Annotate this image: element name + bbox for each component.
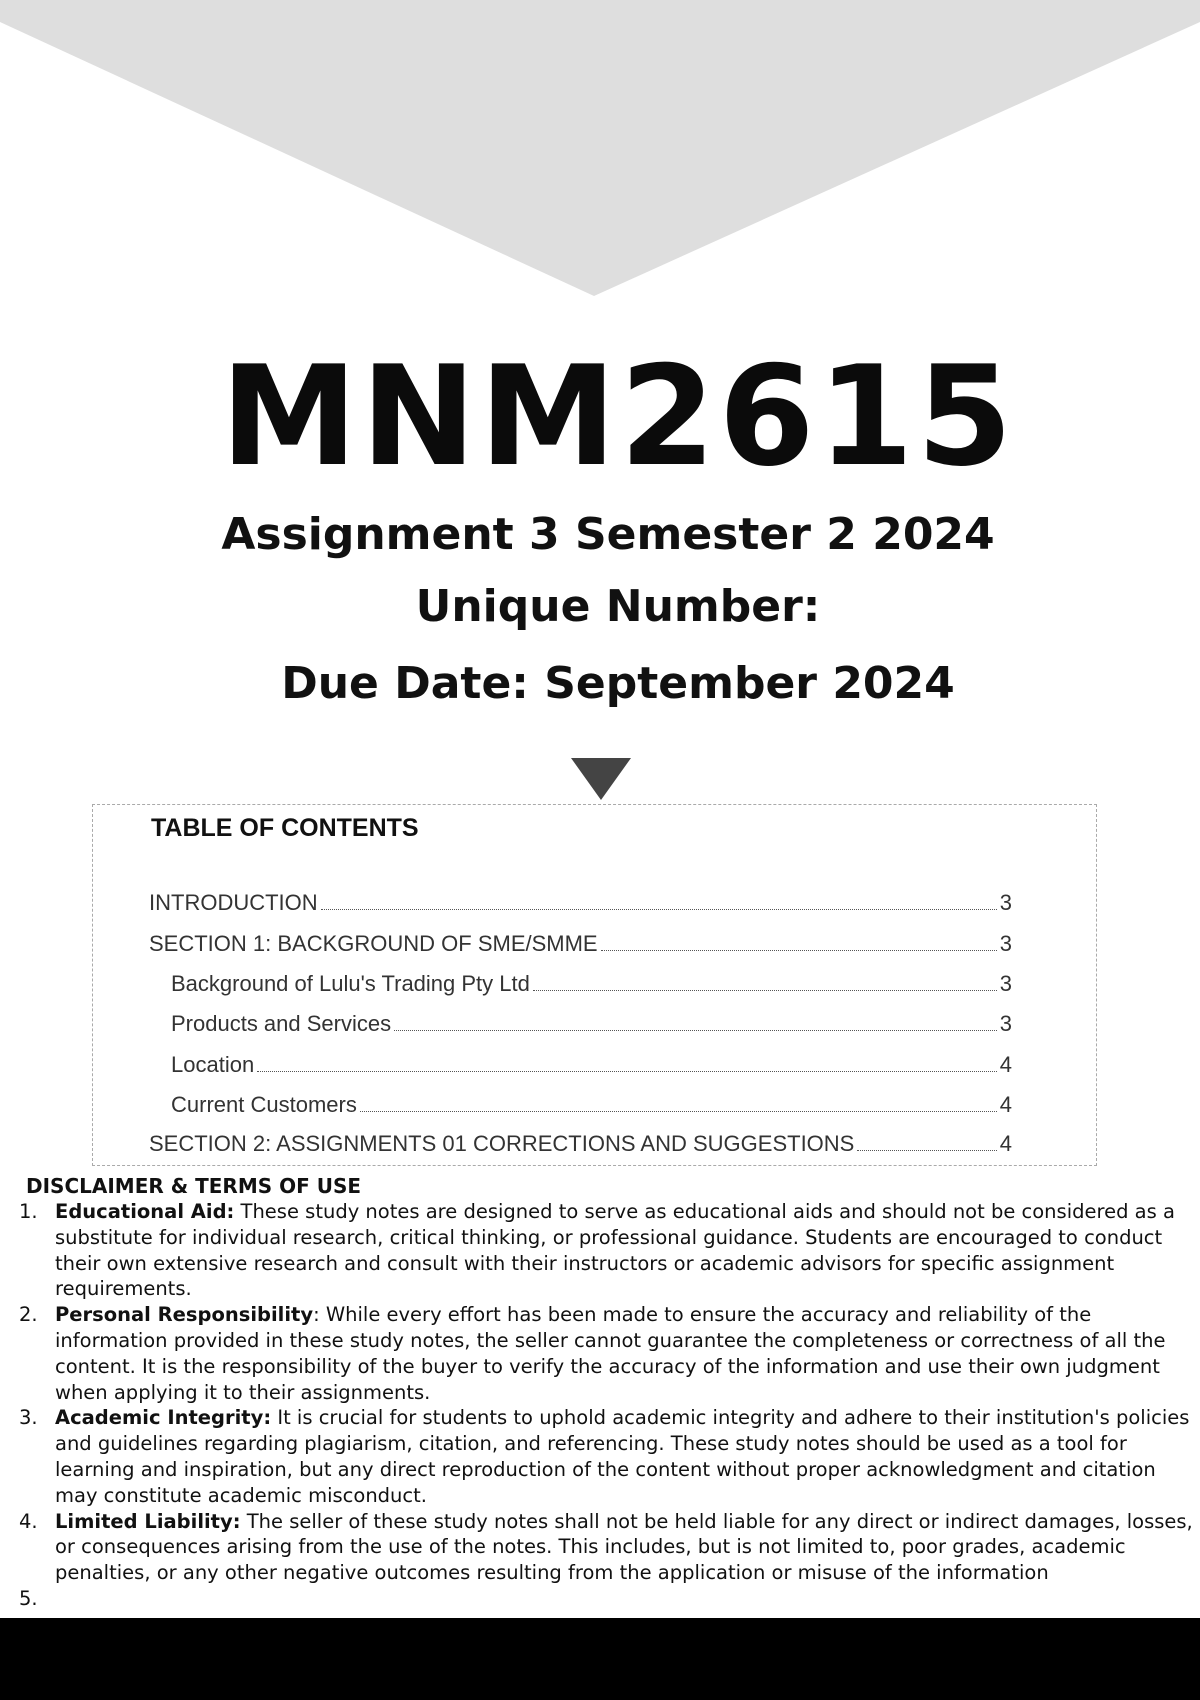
toc-entry[interactable] [149, 929, 1012, 959]
toc-dot-leader [360, 1111, 997, 1112]
item-text: These study notes are designed to serve as educational aids and should not be considered as a substitute for individual research, critical thinking, or professional guidance. Students are encouraged to conduct their own extensive research and consult with their instructors or academic advisors for specific assignment requirements. [55, 1200, 1175, 1301]
due-date-line: Due Date: September 2024 [281, 658, 955, 709]
toc-entry[interactable] [171, 969, 1012, 999]
toc-entry-title: Current Customers [171, 1092, 357, 1117]
item-number: 5. [19, 1586, 38, 1610]
header-chevron [0, 0, 1200, 300]
item-number: 2. [19, 1303, 38, 1327]
item-number: 1. [19, 1200, 38, 1223]
toc-dot-leader [857, 1150, 996, 1151]
assignment-line: Assignment 3 Semester 2 2024 [221, 509, 995, 560]
toc-heading: TABLE OF CONTENTS [151, 814, 419, 842]
disclaimer-heading: DISCLAIMER & TERMS OF USE [26, 1174, 362, 1198]
toc-entry-title: SECTION 2: ASSIGNMENTS 01 CORRECTIONS AND SUGGESTIONS [149, 1131, 855, 1156]
toc-entry[interactable] [149, 1129, 1012, 1159]
disclaimer-item [14, 1302, 1194, 1405]
disclaimer-item [14, 1199, 1194, 1302]
toc-entry-page: 4 [999, 1052, 1012, 1077]
toc-dot-leader [533, 990, 997, 991]
toc-entry-page: 3 [999, 890, 1012, 915]
triangle-down-icon [571, 758, 631, 800]
item-number: 3. [19, 1406, 38, 1430]
item-term: Limited Liability: [55, 1509, 241, 1533]
toc-entry-title: Location [171, 1052, 255, 1077]
toc-entry[interactable] [149, 888, 1012, 918]
item-term: Educational Aid: [55, 1200, 235, 1223]
toc-dot-leader [394, 1030, 997, 1031]
toc-entry[interactable] [171, 1090, 1012, 1120]
item-term: Personal Responsibility [55, 1303, 314, 1327]
toc-dot-leader [257, 1071, 997, 1072]
toc-entry-title: Background of Lulu's Trading Pty Ltd [171, 971, 530, 996]
course-code: MNM2615 [220, 336, 1016, 497]
item-number: 4. [19, 1509, 38, 1533]
toc-entry[interactable] [171, 1009, 1012, 1039]
toc-dot-leader [321, 909, 997, 910]
disclaimer-item [14, 1405, 1194, 1508]
disclaimer-list [14, 1199, 1194, 1610]
toc-entry-title: Products and Services [171, 1011, 392, 1036]
toc-entry-page: 4 [999, 1131, 1012, 1156]
toc-entry[interactable] [171, 1050, 1012, 1080]
unique-number-line: Unique Number: [415, 581, 821, 632]
toc-entry-title: INTRODUCTION [149, 890, 318, 915]
toc-entry-page: 3 [999, 1011, 1012, 1036]
toc-entry-page: 4 [999, 1092, 1012, 1117]
toc-entry-page: 3 [999, 931, 1012, 956]
toc-entry-title: SECTION 1: BACKGROUND OF SME/SMME [149, 931, 598, 956]
toc-dot-leader [601, 950, 997, 951]
item-text: It is crucial for students to uphold academic integrity and adhere to their institution's policies and guidelines regarding plagiarism, citation, and referencing. These study notes should be used as a tool for learning and inspiration, but any direct reproduction of the content without proper acknowledgment and citation may constitute academic misconduct. [55, 1406, 1190, 1507]
item-text: The seller of these study notes shall not be held liable for any direct or indirect damages, losses, or consequences arising from the use of the notes. This includes, but is not limited to, poor grades, academic penalties, or any other negative outcomes resulting from the application or misuse of the information [55, 1509, 1193, 1585]
disclaimer-item [14, 1509, 1194, 1586]
item-text: : While every effort has been made to ensure the accuracy and reliability of the information provided in these study notes, the seller cannot guarantee the completeness or correctness of all the content. It is the responsibility of the buyer to verify the accuracy of the information and use their own judgment when applying it to their assignments. [55, 1303, 1166, 1404]
toc-entry-page: 3 [999, 971, 1012, 996]
footer-bar [0, 1618, 1200, 1700]
item-term: Academic Integrity: [55, 1406, 272, 1430]
